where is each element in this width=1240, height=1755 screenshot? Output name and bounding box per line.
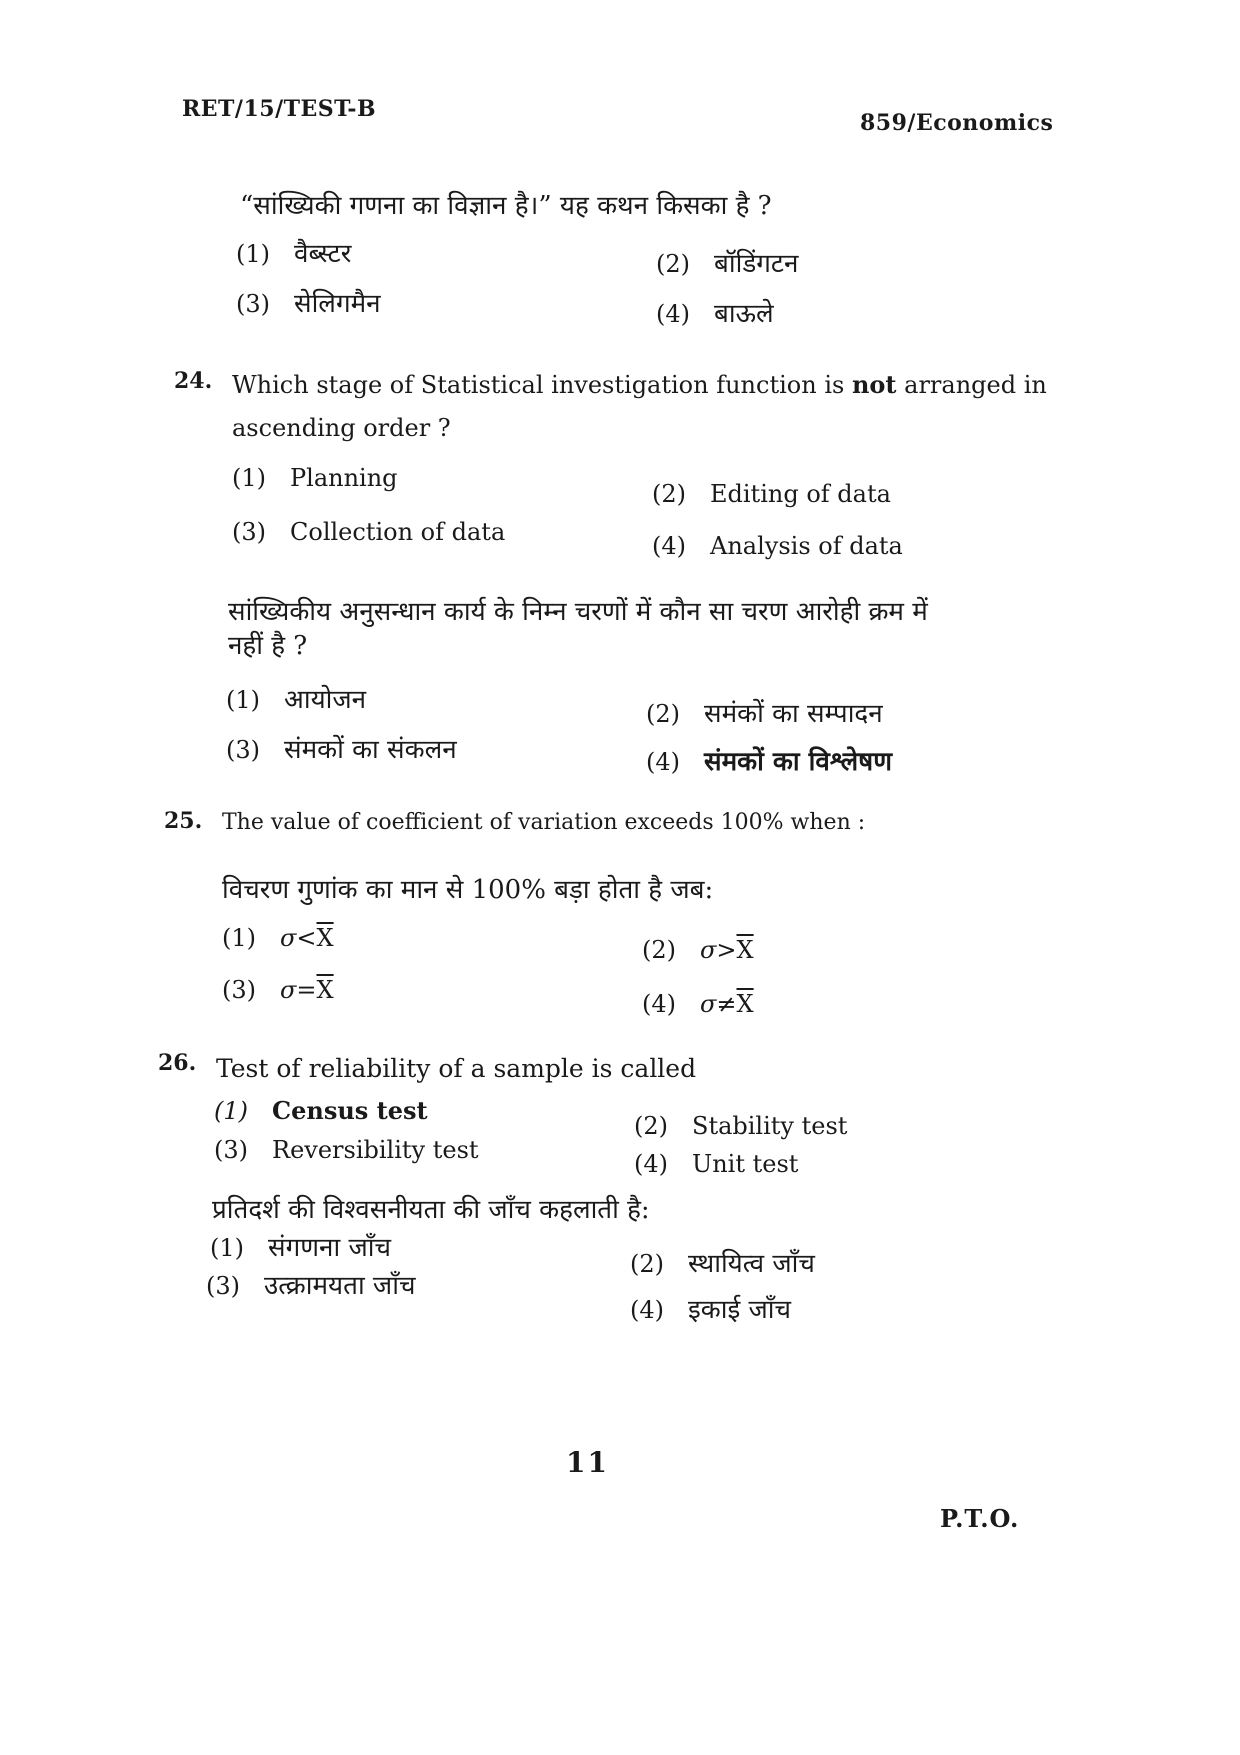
option-text: स्थायित्व जाँच — [688, 1249, 815, 1279]
option-number: (3) — [206, 1272, 240, 1300]
x-bar-symbol: $\overline{X}$ — [316, 924, 334, 952]
header-test-code: RET/15/TEST-B — [182, 96, 377, 122]
option-number: (3) — [226, 736, 260, 764]
operator: = — [296, 976, 317, 1004]
sigma-symbol: σ — [700, 936, 717, 964]
option-text: Census test — [272, 1096, 428, 1125]
q26-hindi-option-1 — [210, 1228, 391, 1264]
option-number: (4) — [630, 1296, 664, 1324]
q24-hindi-option-3 — [226, 730, 457, 766]
option-number: (1) — [226, 686, 260, 714]
q24-option-2 — [652, 480, 891, 508]
option-number: (1) — [236, 240, 270, 268]
q24-question-part2: arranged in — [904, 371, 1047, 399]
option-number: (4) — [646, 748, 680, 776]
option-number: (1) — [222, 924, 256, 952]
option-text: सेलिगमैन — [294, 289, 381, 319]
option-number: (3) — [236, 290, 270, 318]
option-text: Stability test — [692, 1112, 848, 1140]
q26-hindi-option-3 — [206, 1266, 415, 1302]
q24-question-part1: Which stage of Statistical investigation function is — [232, 371, 845, 399]
q26-hindi-option-4 — [630, 1290, 791, 1326]
option-number: (4) — [642, 990, 676, 1018]
x-bar-symbol: $\overline{X}$ — [736, 936, 754, 964]
option-text: बॉडिंगटन — [714, 249, 799, 279]
operator: < — [296, 924, 317, 952]
header-subject: 859/Economics — [860, 110, 1054, 136]
option-text: वैब्स्टर — [294, 239, 352, 269]
q25-question: The value of coefficient of variation exceeds 100% when : — [222, 810, 866, 835]
option-number: (1) — [210, 1234, 244, 1262]
option-number: (2) — [656, 250, 690, 278]
q26-option-2 — [634, 1112, 847, 1140]
page-number: 11 — [566, 1446, 609, 1479]
q24-question-line1 — [232, 370, 1047, 399]
option-number: (1) — [232, 464, 266, 492]
sigma-symbol: σ — [700, 990, 717, 1018]
option-text: संमकों का विश्लेषण — [704, 747, 892, 777]
option-text: संमकों का संकलन — [284, 735, 457, 765]
q25-option-1 — [222, 924, 334, 952]
operator: ≠ — [716, 990, 737, 1018]
q25-number: 25. — [164, 808, 203, 834]
option-number: (4) — [634, 1150, 668, 1178]
option-text: समंकों का सम्पादन — [704, 699, 883, 729]
q25-option-2 — [642, 936, 754, 964]
sigma-symbol: σ — [280, 924, 297, 952]
q23-option-4 — [656, 294, 774, 330]
option-number: (2) — [642, 936, 676, 964]
q23-hindi-question: “सांख्यिकी गणना का विज्ञान है।” यह कथन किसका है ? — [240, 191, 772, 221]
option-text: Analysis of data — [710, 532, 903, 560]
operator: > — [716, 936, 737, 964]
x-bar-symbol: $\overline{X}$ — [316, 976, 334, 1004]
option-text: बाऊले — [714, 299, 774, 329]
q25-option-3 — [222, 976, 334, 1004]
q24-hindi-option-4 — [646, 742, 892, 778]
option-number: (4) — [652, 532, 686, 560]
q26-question: Test of reliability of a sample is called — [216, 1054, 697, 1083]
sigma-symbol: σ — [280, 976, 297, 1004]
option-text: Planning — [290, 464, 398, 492]
q23-option-2 — [656, 244, 798, 280]
q23-option-3 — [236, 284, 381, 320]
option-text: Unit test — [692, 1150, 799, 1178]
option-text: इकाई जाँच — [688, 1295, 792, 1325]
option-text: Editing of data — [710, 480, 891, 508]
q24-number: 24. — [174, 368, 213, 394]
q26-option-1 — [214, 1096, 428, 1125]
option-text: Collection of data — [290, 518, 506, 546]
option-text: संगणना जाँच — [268, 1233, 391, 1263]
q25-option-4 — [642, 990, 754, 1018]
pto-label: P.T.O. — [940, 1504, 1020, 1533]
q26-option-4 — [634, 1150, 798, 1178]
option-number: (3) — [222, 976, 256, 1004]
option-number: (3) — [214, 1136, 248, 1164]
option-number: (2) — [652, 480, 686, 508]
q24-option-4 — [652, 532, 903, 560]
x-bar-symbol: $\overline{X}$ — [736, 990, 754, 1018]
option-number: (1) — [214, 1097, 248, 1125]
q26-hindi-question: प्रतिदर्श की विश्वसनीयता की जाँच कहलाती है: — [212, 1195, 650, 1225]
option-number: (2) — [630, 1250, 664, 1278]
q24-option-1 — [232, 464, 398, 492]
q24-question-bold: not — [851, 370, 897, 399]
q24-hindi-line2: नहीं है ? — [228, 631, 308, 661]
q26-hindi-option-2 — [630, 1244, 815, 1280]
q24-hindi-line1: सांख्यिकीय अनुसन्धान कार्य के निम्न चरणों में कौन सा चरण आरोही क्रम में — [228, 597, 928, 627]
option-number: (3) — [232, 518, 266, 546]
q26-option-3 — [214, 1136, 479, 1164]
q25-hindi-question: विचरण गुणांक का मान से 100% बड़ा होता है जब: — [222, 875, 714, 905]
option-number: (2) — [634, 1112, 668, 1140]
option-text: आयोजन — [284, 685, 367, 715]
q23-option-1 — [236, 234, 351, 270]
q24-hindi-option-2 — [646, 694, 883, 730]
q24-hindi-option-1 — [226, 680, 366, 716]
option-number: (4) — [656, 300, 690, 328]
option-number: (2) — [646, 700, 680, 728]
q24-question-line2: ascending order ? — [232, 414, 451, 442]
q26-number: 26. — [158, 1050, 197, 1076]
option-text: उत्क्रामयता जाँच — [264, 1271, 416, 1301]
option-text: Reversibility test — [272, 1136, 479, 1164]
q24-option-3 — [232, 518, 505, 546]
